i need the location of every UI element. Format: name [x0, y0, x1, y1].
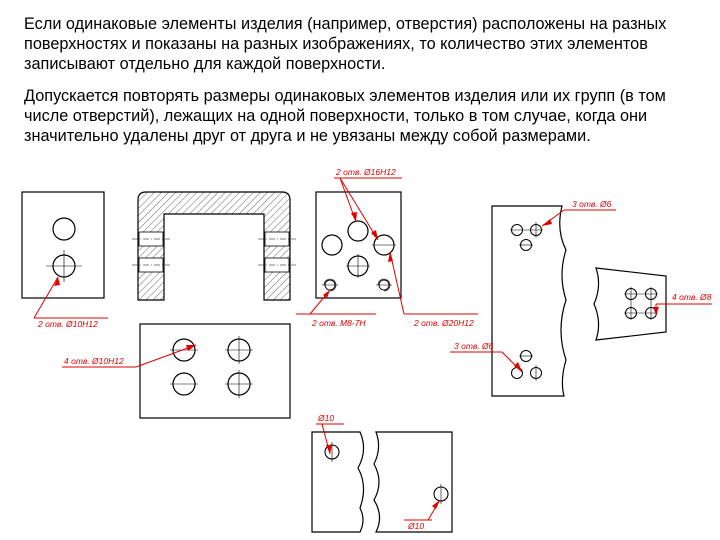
callout-fig5-top: Ø10: [318, 413, 335, 423]
callout-fig4-top: 3 отв. Ø6: [572, 199, 612, 209]
callout-fig1: 2 отв. Ø10H12: [38, 319, 98, 329]
drawing-bottom-plate: [312, 413, 452, 532]
callout-fig3-left: 2 отв. М8-7Н: [312, 318, 366, 328]
callout-fig4-right: 4 отв. Ø8: [672, 292, 712, 302]
drawing-plate-two-holes: [22, 192, 108, 329]
callout-fig4-mid: 3 отв. Ø6: [454, 341, 494, 351]
drawing-plate-mixed-holes: [296, 167, 478, 328]
drawing-broken-part: [450, 199, 712, 396]
drawing-plate-four-holes: [62, 324, 290, 418]
callout-fig3-top: 2 отв. Ø16H12: [336, 167, 396, 177]
callout-fig5-bottom: Ø10: [408, 521, 425, 531]
callout-fig2: 4 отв. Ø10H12: [64, 356, 124, 366]
drawing-u-bracket: [132, 192, 296, 300]
paragraph-same-elements-different-surfaces: Если одинаковые элементы изделия (например, отверстия) расположены на разных поверхностях и показаны на разных изображениях, то количество этих элементов записывают отдельно для каждой поверхности.: [24, 15, 667, 73]
callout-fig3-right: 2 отв. Ø20H12: [414, 318, 474, 328]
hole-circle: [53, 218, 75, 240]
paragraph-repeat-dimensions: Допускается повторять размеры одинаковых элементов изделия или их групп (в том числе отверстий), лежащих на одной поверхности, только в том случае, когда они значительно удалены друг от друга и не увязаны между собой размерами.: [24, 87, 666, 145]
